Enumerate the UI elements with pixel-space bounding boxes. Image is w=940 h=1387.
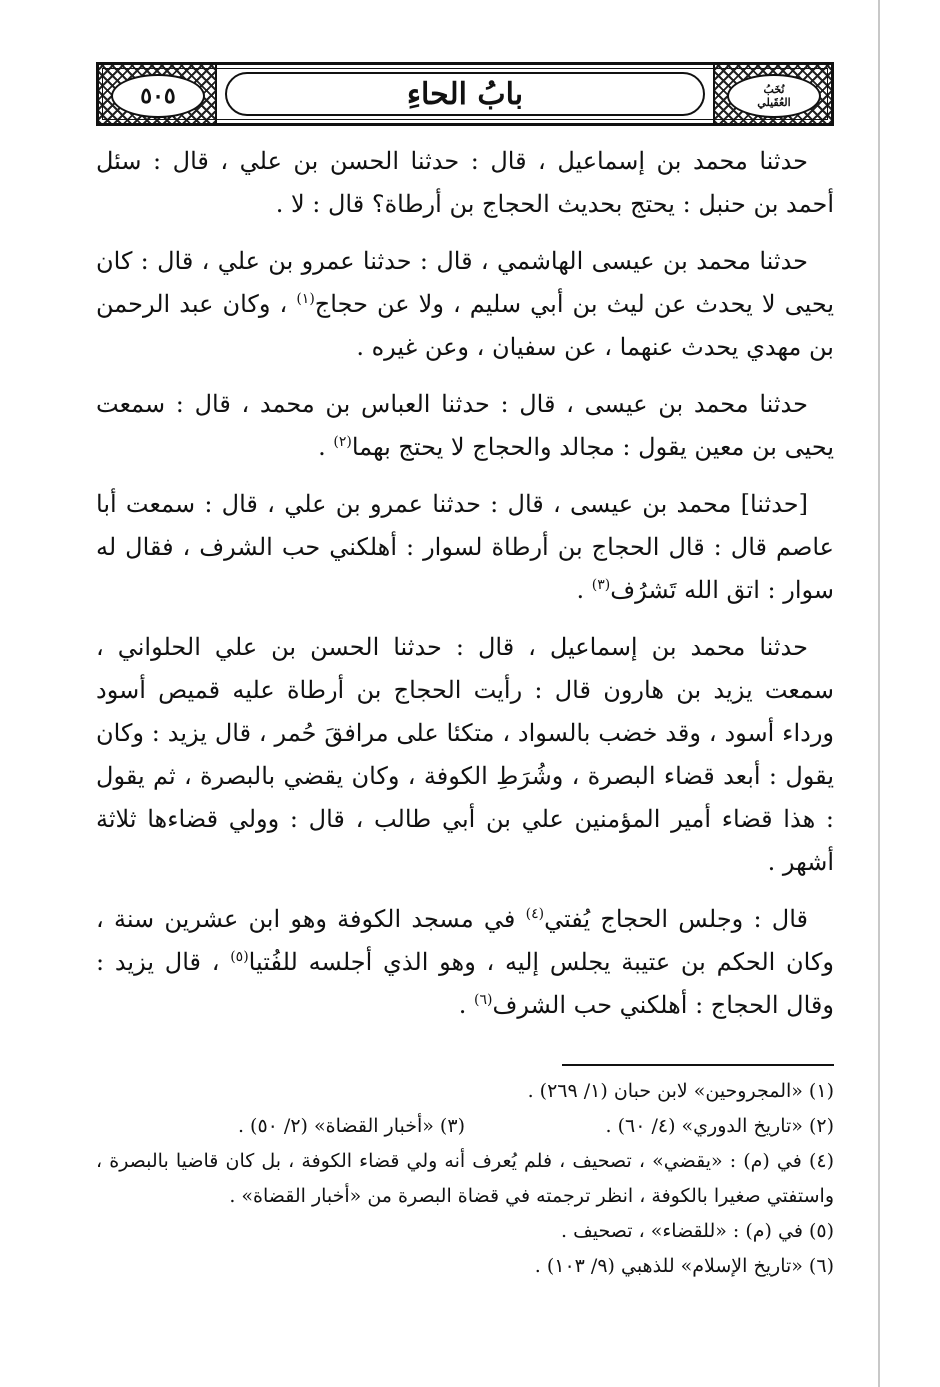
paragraph-2	[96, 240, 834, 369]
main-text	[96, 140, 834, 1033]
page-edge-rule	[878, 0, 880, 1387]
footnote-6: (٦) «تاريخ الإسلام» للذهبي (٩/ ١٠٣) .	[534, 1255, 834, 1277]
paragraph-text: [حدثنا] محمد بن عيسى ، قال : حدثنا عمرو بن علي ، قال : سمعت أبا عاصم قال : قال الحجاج بن أرطاة لسوار : أهلكني حب الشرف ، فقال له سوار : اتق الله تَشرُف	[96, 490, 834, 604]
book-seal-ornament	[713, 65, 831, 123]
footnote-4: (٤) في (م) : «يقضي» ، تصحيف ، فلم يُعرف أنه ولي قضاء الكوفة ، بل كان قاضيا بالبصرة ، واستفتي صغيرا بالكوفة ، انظر ترجمته في قضاة البصرة من «أخبار القضاة» .	[96, 1150, 834, 1207]
chapter-title: بابُ الحاءِ	[406, 76, 524, 112]
paragraph-text: حدثنا محمد بن إسماعيل ، قال : حدثنا الحسن بن علي الحلواني ، سمعت يزيد بن هارون قال : رأيت الحجاج بن أرطاة عليه قميص أسود ورداء أسود ، وقد خضب بالسواد ، متكئا على مرافقَ حُمر ، قال يزيد : وكان يقول : أبعد قضاء البصرة ، وشُرَطِ الكوفة ، وكان يقضي بالبصرة ، ثم يقول : هذا قضاء أمير المؤمنين علي بن أبي طالب ، قال : وولي قضاءها ثلاثة أشهر .	[96, 633, 834, 876]
paragraph-1	[96, 140, 834, 226]
paragraph-5	[96, 626, 834, 884]
footnote-ref-1: (١)	[296, 291, 315, 307]
page-number: ٥٠٥	[111, 74, 205, 118]
footnote-ref-3: (٣)	[591, 577, 611, 593]
paragraph-text: قال : وجلس الحجاج يُفتي	[544, 905, 808, 933]
paragraph-text: حدثنا محمد بن إسماعيل ، قال : حدثنا الحسن بن علي ، قال : سئل أحمد بن حنبل : يحتج بحديث الحجاج بن أرطاة؟ قال : لا .	[96, 147, 834, 218]
footnotes	[96, 1074, 834, 1284]
paragraph-text: حدثنا محمد بن عيسى ، قال : حدثنا العباس بن محمد ، قال : سمعت يحيى بن معين يقول : مجالد والحجاج لا يحتج بهما	[96, 390, 834, 461]
footnote-ref-2: (٢)	[333, 434, 352, 450]
paragraph-text: حدثنا محمد بن عيسى الهاشمي ، قال : حدثنا عمرو بن علي ، قال : كان يحيى لا يحدث عن ليث بن أبي سليم ، ولا عن حجاج	[96, 247, 835, 318]
paragraph-text: ، وكان عبد الرحمن بن مهدي يحدث عنهما ، عن سفيان ، وعن غيره .	[96, 290, 834, 361]
paragraph-3	[96, 383, 834, 469]
footnote-5: (٥) في (م) : «للقضاء» ، تصحيف .	[561, 1220, 834, 1242]
paragraph-text: في مسجد الكوفة وهو ابن عشرين سنة ، وكان الحكم بن عتيبة يجلس إليه ، وهو الذي أجلسه للفُتيا	[96, 905, 834, 976]
page-header	[96, 62, 834, 126]
book-seal	[727, 74, 821, 118]
paragraph-text: .	[318, 433, 334, 461]
paragraph-text: .	[576, 576, 592, 604]
chapter-title-frame	[217, 65, 713, 123]
footnote-ref-4: (٤)	[525, 906, 545, 922]
footnote-1: (١) «المجروحين» لابن حبان (١/ ٢٦٩) .	[527, 1080, 834, 1102]
footnote-separator	[562, 1064, 834, 1066]
paragraph-6	[96, 898, 834, 1027]
seal-line-1: نُخَبُ	[763, 83, 785, 96]
footnote-ref-6: (٦)	[474, 992, 493, 1008]
seal-line-2: العُقَيلي	[757, 96, 791, 109]
paragraph-4	[96, 483, 834, 612]
paragraph-text: ، قال يزيد : وقال الحجاج : أهلكني حب الشرف	[96, 948, 834, 1019]
footnote-row	[96, 1109, 834, 1144]
page-number-ornament	[99, 65, 217, 123]
paragraph-text: .	[458, 991, 475, 1019]
footnote-2: (٢) «تاريخ الدوري» (٤/ ٦٠) .	[605, 1115, 834, 1137]
footnote-ref-5: (٥)	[230, 949, 249, 965]
footnote-3: (٣) «أخبار القضاة» (٢/ ٥٠) .	[237, 1115, 465, 1137]
